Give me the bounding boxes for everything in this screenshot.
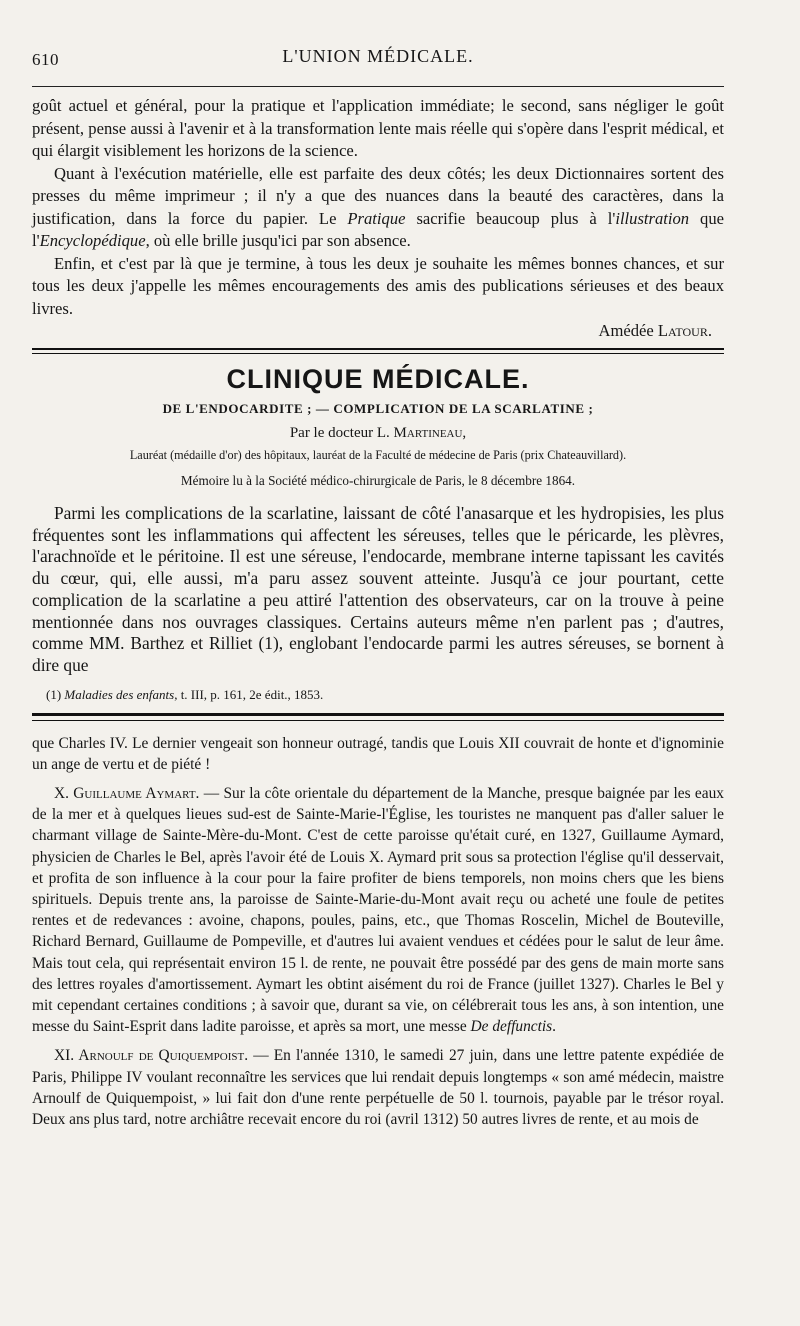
running-head — [32, 42, 724, 86]
page-number: 610 — [32, 50, 59, 69]
memoire-note: Mémoire lu à la Société médico-chirurgicale de Paris, le 8 décembre 1864. — [180, 473, 576, 488]
footnote: (1) Maladies des enfants, t. III, p. 161, 2e édit., 1853. — [46, 686, 324, 702]
header-rule — [32, 86, 724, 87]
closing-paragraph: Enfin, et c'est par là que je termine, à tous les deux je souhaite les mêmes bonnes chances, et sur tous les deux j'appelle les mêmes encouragements des amis des publications sérieuses et des beaux livres. — [32, 253, 724, 318]
execution-paragraph: Quant à l'exécution matérielle, elle est parfaite des deux côtés; les deux Dictionnaires sortent des presses du même imprimeur ; il n'y a que des nuances dans la beauté des caractères, dans la justification, dans la force du papier. Le Pratique sacrifie beaucoup plus à l'illustration que l'Encyclopédique, où elle brille jusqu'ici par son absence. — [32, 163, 725, 250]
signature: Amédée Latour. — [598, 321, 712, 340]
journal-page — [0, 42, 800, 1326]
running-title: L'UNION MÉDICALE. — [282, 46, 474, 66]
feuilleton-rule — [32, 713, 724, 721]
article-subtitle: DE L'ENDOCARDITE ; — COMPLICATION DE LA SCARLATINE ; — [162, 401, 594, 416]
section-title: CLINIQUE MÉDICALE. — [226, 364, 530, 394]
feuilleton-continuation: que Charles IV. Le dernier vengeait son honneur outragé, tandis que Louis XII couvrait de honte et d'ignominie un ange de vertu et de piété ! — [32, 734, 724, 773]
continuation-paragraph: goût actuel et général, pour la pratique et l'application immédiate; le second, sans négliger le goût présent, pense aussi à l'avenir et à la transformation lente mais réelle qui s'opère dans l'esprit médical, et qui élargit visiblement les horizons de la science. — [32, 96, 724, 160]
feuilleton-section-xi: XI. Arnoulf de Quiquempoist. — En l'année 1310, le samedi 27 juin, dans une lettre patente expédiée de Paris, Philippe IV voulant reconnaître les services que lui rendait depuis longtemps « son amé médecin, maistre Arnoulf de Quiquempoist, » lui fait don d'une rente perpétuelle de 50 l. tournois, payable par le trésor royal. Deux ans plus tard, notre archiâtre recevait encore du roi (avril 1312) 50 autres livres de rente, et au mois de — [32, 1047, 724, 1129]
article-body: Parmi les complications de la scarlatine, laissant de côté l'anasarque et les hydropisies, les plus fréquentes sont les inflammations qui affectent les séreuses, telles que le péricarde, les plèvres, l'arachnoïde et le péritoine. Il est une séreuse, l'endocarde, membrane interne tapissant les cavités du cœur, qui, elle aussi, m'a paru assez souvent atteinte. Jusqu'à ce jour pourtant, cette complication de la scarlatine a peu attiré l'attention des observateurs, car on la trouve à peine mentionnée dans nos ouvrages classiques. Certains auteurs même n'en parlent pas ; d'autres, comme MM. Barthez et Rilliet (1), englobant l'endocarde parmi les autres séreuses, se bornent à dire que — [32, 503, 724, 675]
author-line: Par le docteur L. Martineau, — [289, 425, 467, 441]
section-rule — [32, 348, 724, 354]
author-credentials: Lauréat (médaille d'or) des hôpitaux, lauréat de la Faculté de médecine de Paris (prix Chateauvillard). — [129, 448, 627, 462]
feuilleton-section-x: X. Guillaume Aymart. — Sur la côte orientale du département de la Manche, presque baignée par les eaux de la mer et à quelques lieues sud-est de Sainte-Marie-l'Église, les touristes ne manquent pas d'aller saluer le charmant village de Sainte-Mère-du-Mont. C'est de cette paroisse qu'était curé, en 1327, Guillaume Aymard, physicien de Charles le Bel, après l'avoir été de Louis X. Aymard prit sous sa protection l'église qu'il desservait, et profita de son influence à la cour pour la faire profiter de biens temporels, non moins chers que les biens spirituels. Depuis trente ans, la paroisse de Sainte-Marie-du-Mont avait reçu ou acheté une foule de petites rentes et de redevances : avoine, chapons, poules, pains, etc., que Thomas Roscelin, Michel de Bouteville, Richard Bernard, Guillaume de Pompeville, et d'autres lui avaient vendues et cédées pour le salut de leur âme. Mais tout cela, qui représentait environ 15 l. de rente, ne pouvait être possédé par des gens de main morte sans des lettres royales d'amortissement. Aymart les obtint aisément du roi de France (juillet 1327). Charles le Bel y mit cependant certaines conditions ; à savoir que, durant sa vie, on célébrerait tous les ans, à son intention, une messe du Saint-Esprit dans ladite paroisse, et après sa mort, une messe De deffunctis. — [32, 785, 724, 1036]
